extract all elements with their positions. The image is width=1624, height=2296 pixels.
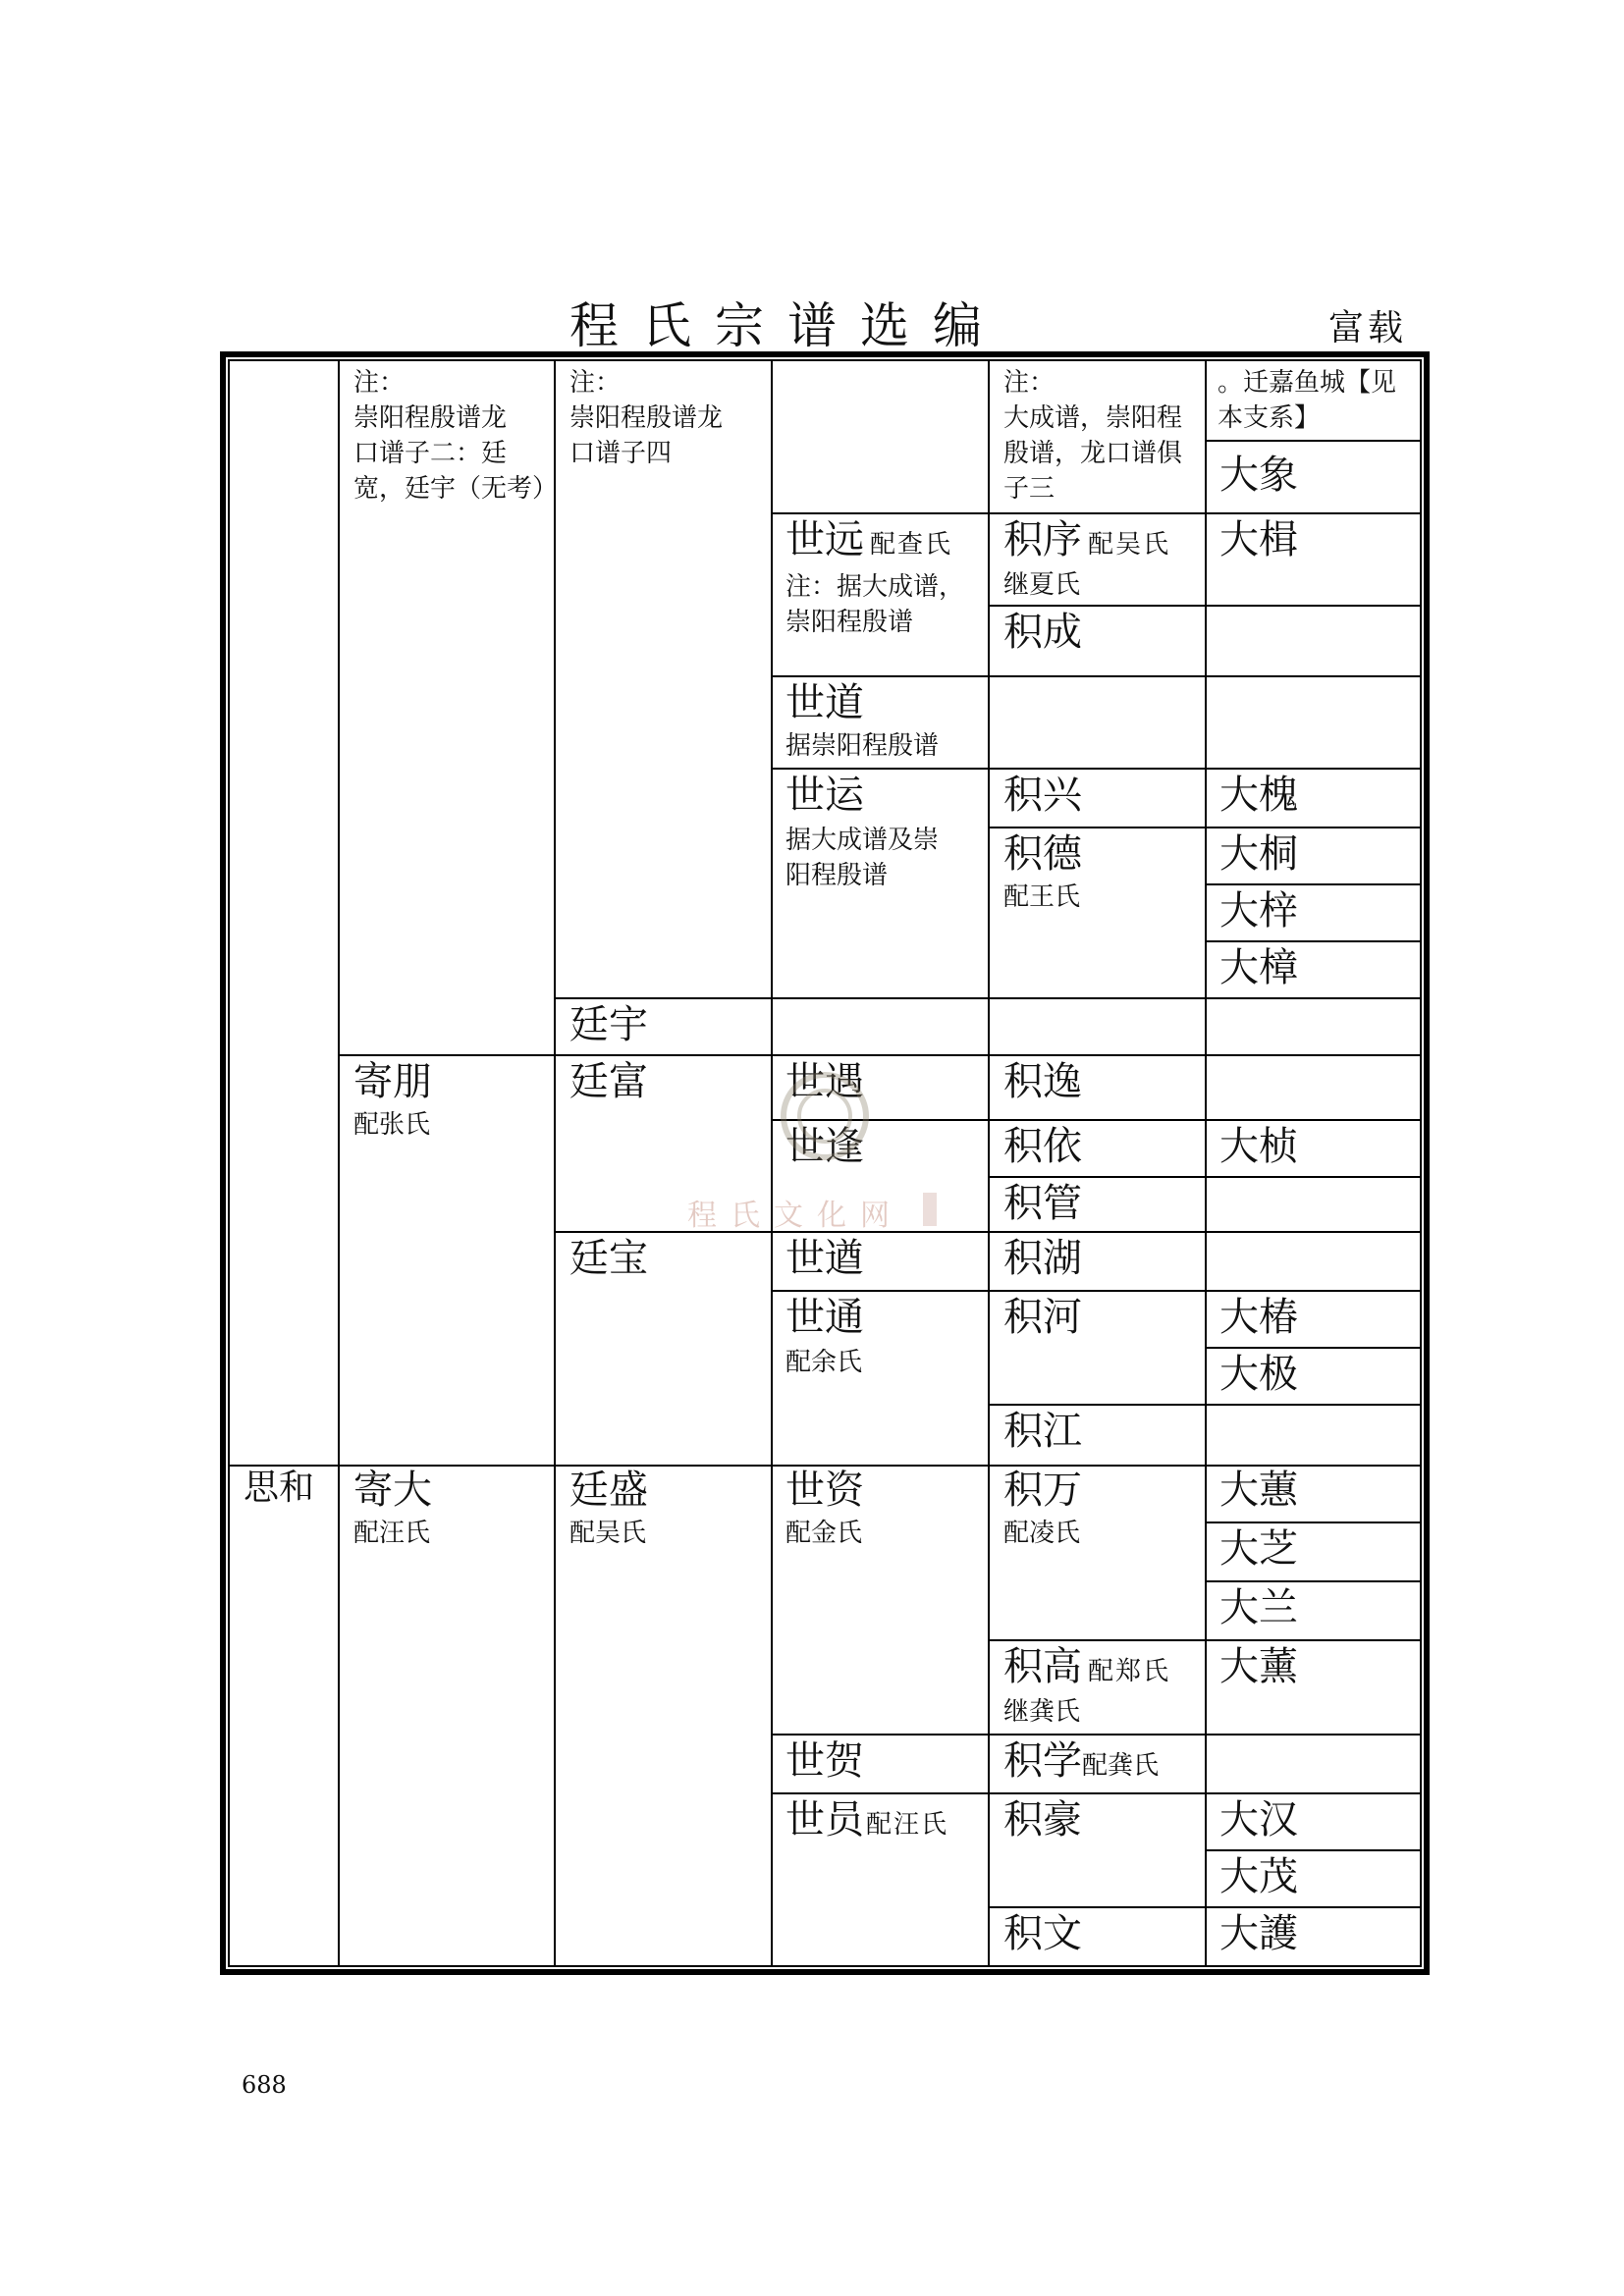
row-divider xyxy=(1205,1734,1422,1735)
note-shiyun-2: 阳程殷谱 xyxy=(785,861,889,890)
row-divider xyxy=(1205,1290,1422,1292)
gen-daxiang: 大象 xyxy=(1219,453,1298,498)
row-divider xyxy=(988,675,1207,677)
row-divider xyxy=(771,997,990,999)
row-divider xyxy=(1205,940,1422,942)
branch-name: 富载 xyxy=(1328,308,1408,348)
gen-shiyuan2: 世员配汪氏 xyxy=(785,1797,949,1842)
column-divider xyxy=(1205,359,1207,1967)
note-shiyun-1: 据大成谱及崇 xyxy=(785,826,940,855)
row-divider xyxy=(771,1792,990,1794)
gen-dazhen: 大桢 xyxy=(1219,1124,1298,1169)
gen-shidao: 世道 xyxy=(785,680,864,725)
gen-shifeng: 世逢 xyxy=(785,1124,864,1169)
row-divider xyxy=(988,1054,1207,1056)
row-divider xyxy=(1205,1465,1422,1467)
row-divider xyxy=(1205,768,1422,770)
gen-dahan: 大汉 xyxy=(1219,1797,1298,1842)
row-divider xyxy=(988,1465,1207,1467)
row-divider xyxy=(1205,1792,1422,1794)
watermark xyxy=(687,1065,962,1242)
row-divider xyxy=(988,768,1207,770)
spouse-tingsheng: 配吴氏 xyxy=(569,1519,647,1548)
column-divider xyxy=(988,359,990,1967)
spouse-shizi: 配金氏 xyxy=(785,1519,863,1548)
row-divider xyxy=(338,1465,556,1467)
row-divider xyxy=(554,1054,773,1056)
gen-jigao: 积高 配郑氏 xyxy=(1003,1644,1171,1689)
gen-dachun: 大椿 xyxy=(1219,1295,1298,1340)
gen-shiyu: 世遇 xyxy=(785,1059,864,1104)
row-divider xyxy=(554,997,773,999)
row-divider xyxy=(988,1639,1207,1641)
row-divider xyxy=(988,1290,1207,1292)
note-shiyuan-1: 注：据大成谱， xyxy=(785,572,965,602)
gen-shizi: 世资 xyxy=(785,1468,864,1513)
gen-daxun: 大薰 xyxy=(1219,1644,1298,1689)
gen-shiyuan: 世远 配查氏 xyxy=(785,517,953,562)
gen-shiqiu: 世遒 xyxy=(785,1236,864,1281)
row-divider xyxy=(988,997,1207,999)
row-divider xyxy=(771,1054,990,1056)
note-shiyuan-2: 崇阳程殷谱 xyxy=(785,608,914,637)
row-divider xyxy=(1205,675,1422,677)
gen-sihe: 思和 xyxy=(244,1468,315,1508)
gen-jiwen: 积文 xyxy=(1003,1911,1082,1956)
gen-dalan: 大兰 xyxy=(1219,1585,1298,1630)
gen-shiyun: 世运 xyxy=(785,773,864,818)
gen-jihe: 积河 xyxy=(1003,1295,1082,1340)
row-divider xyxy=(1205,1176,1422,1178)
row-divider xyxy=(1205,883,1422,885)
gen-datong: 大桐 xyxy=(1219,831,1298,877)
gen-tingbao: 廷宝 xyxy=(569,1236,648,1281)
row-divider xyxy=(1205,997,1422,999)
row-divider xyxy=(1205,1119,1422,1121)
note-shidao: 据崇阳程殷谱 xyxy=(785,731,940,761)
gen-jiguan: 积管 xyxy=(1003,1181,1082,1226)
gen-dazhang: 大樟 xyxy=(1219,945,1298,990)
row-divider xyxy=(1205,1639,1422,1641)
gen-jixu: 积序 配吴氏 xyxy=(1003,517,1171,562)
gen-dahui: 大蕙 xyxy=(1219,1468,1298,1513)
row-divider xyxy=(554,1465,773,1467)
row-divider xyxy=(771,1734,990,1735)
row-divider xyxy=(1205,827,1422,828)
gen-dahu: 大護 xyxy=(1219,1911,1298,1956)
gen-jiyi: 积逸 xyxy=(1003,1059,1082,1104)
row-divider xyxy=(1205,1580,1422,1582)
spouse-jiwan: 配凌氏 xyxy=(1003,1519,1081,1548)
gen-jide: 积德 xyxy=(1003,831,1082,877)
row-divider xyxy=(988,512,1207,514)
gen-dazhi: 大芝 xyxy=(1219,1526,1298,1572)
gen-jiwan: 积万 xyxy=(1003,1468,1082,1513)
spouse-jide: 配王氏 xyxy=(1003,882,1081,912)
page-title: 程氏宗谱选编 xyxy=(569,297,1005,354)
spouse-jida: 配汪氏 xyxy=(353,1519,431,1548)
gen-daji2: 大极 xyxy=(1219,1352,1298,1397)
row-divider xyxy=(988,827,1207,828)
row-divider xyxy=(988,1119,1207,1121)
note-col1: 注： 崇阳程殷谱龙 口谱子二：廷 宽，廷宇（无考） xyxy=(353,368,559,504)
note-col4: 注： 大成谱，崇阳程 殷谱，龙口谱俱 子三 xyxy=(1003,368,1183,504)
row-divider xyxy=(771,768,990,770)
gen-tingfu: 廷富 xyxy=(569,1059,648,1104)
gen-jixue: 积学配龚氏 xyxy=(1003,1738,1160,1784)
row-divider xyxy=(988,1792,1207,1794)
column-divider xyxy=(338,359,340,1967)
gen-dahuai: 大槐 xyxy=(1219,773,1298,818)
gen-jijiang: 积江 xyxy=(1003,1409,1082,1454)
row-divider xyxy=(1205,1849,1422,1851)
row-divider xyxy=(988,1734,1207,1735)
row-divider xyxy=(1205,605,1422,607)
row-divider xyxy=(771,1465,990,1467)
gen-jiyi2: 积依 xyxy=(1003,1124,1082,1169)
spouse-jigao: 继龚氏 xyxy=(1003,1697,1081,1727)
page-number: 688 xyxy=(242,2071,287,2099)
gen-jixing: 积兴 xyxy=(1003,773,1082,818)
gen-jihu: 积湖 xyxy=(1003,1236,1082,1281)
note-col2: 注： 崇阳程殷谱龙 口谱子四 xyxy=(569,368,724,468)
row-divider xyxy=(1205,1347,1422,1349)
gen-damao: 大茂 xyxy=(1219,1854,1298,1899)
gen-jihao: 积豪 xyxy=(1003,1797,1082,1842)
row-divider xyxy=(988,605,1207,607)
row-divider xyxy=(1205,440,1422,442)
column-divider xyxy=(554,359,556,1967)
spouse-jipeng: 配张氏 xyxy=(353,1110,431,1140)
gen-daji: 大楫 xyxy=(1219,517,1298,562)
row-divider xyxy=(988,1906,1207,1908)
gen-tingsheng: 廷盛 xyxy=(569,1468,648,1513)
row-divider xyxy=(338,1054,556,1056)
row-divider xyxy=(771,512,990,514)
gen-jipeng: 寄朋 xyxy=(353,1059,432,1104)
note-col5: 。迁嘉鱼城【见 本支系】 xyxy=(1218,368,1397,433)
gen-jida: 寄大 xyxy=(353,1468,432,1513)
spouse-jixu: 继夏氏 xyxy=(1003,570,1081,600)
row-divider xyxy=(771,675,990,677)
row-divider xyxy=(1205,1054,1422,1056)
row-divider xyxy=(1205,1231,1422,1233)
row-divider xyxy=(1205,1522,1422,1523)
row-divider xyxy=(988,1404,1207,1406)
watermark-text: 程氏文化网 xyxy=(687,1199,903,1233)
spouse-shitong: 配余氏 xyxy=(785,1348,863,1377)
row-divider xyxy=(1205,512,1422,514)
gen-jicheng: 积成 xyxy=(1003,610,1082,655)
gen-shitong: 世通 xyxy=(785,1295,864,1340)
row-divider xyxy=(1205,1404,1422,1406)
gen-shihe: 世贺 xyxy=(785,1738,864,1784)
row-divider xyxy=(988,1231,1207,1233)
row-divider xyxy=(1205,1906,1422,1908)
gen-tingyu: 廷宇 xyxy=(569,1002,648,1047)
row-divider xyxy=(988,1176,1207,1178)
row-divider xyxy=(771,1290,990,1292)
gen-dazi: 大梓 xyxy=(1219,888,1298,934)
